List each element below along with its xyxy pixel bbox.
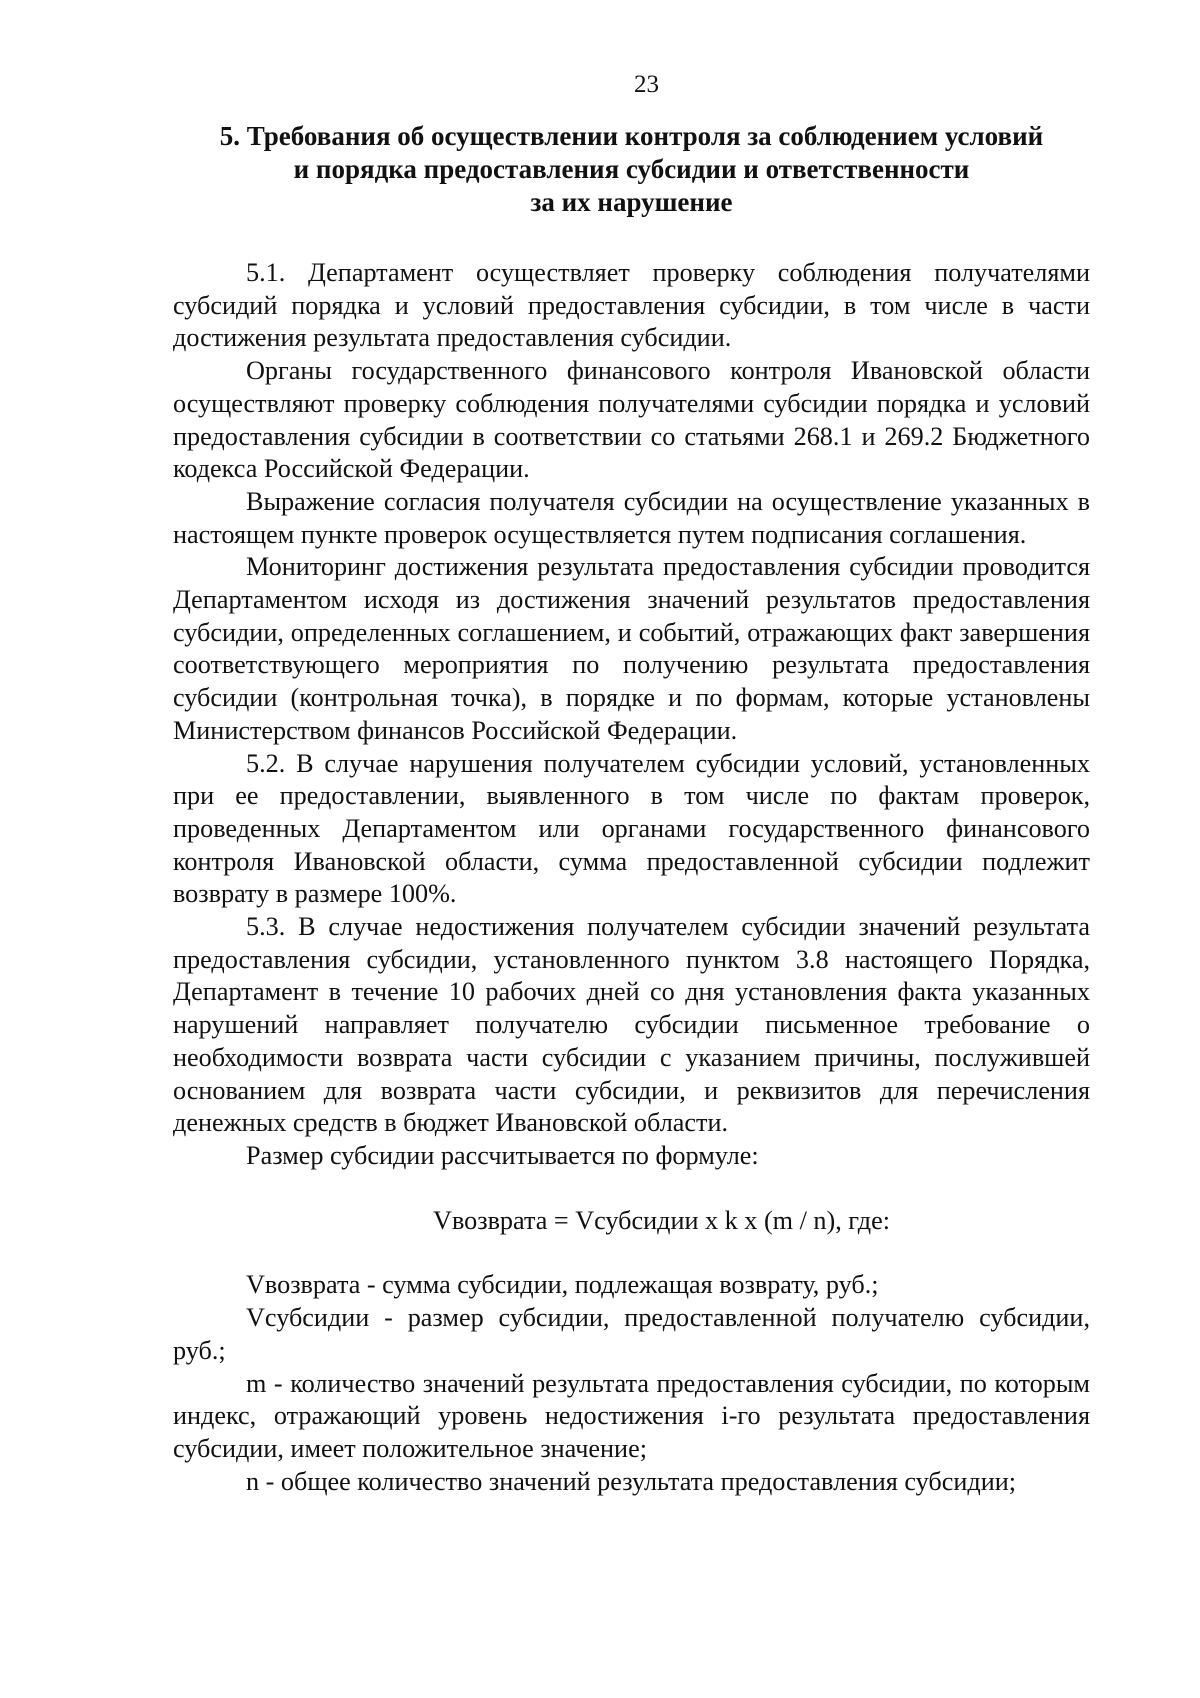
paragraph-control-bodies: Органы государственного финансового контроля Ивановской области осуществляют проверку соблюдения получателями субсидии порядка и условий предоставления субсидии в соответствии со статьями 268.1 и 269.2 Бюджетного кодекса Российской Федерации. [173,356,1090,484]
paragraph-monitoring: Мониторинг достижения результата предоставления субсидии проводится Департаментом исходя из достижения значений результатов предоставления субсидии, определенных соглашением, и событий, отражающих факт завершения соответствующего мероприятия по получению результата предоставления субсидии (контрольная точка), в порядке и по формам, которые установлены Министерством финансов Российской Федерации. [173,552,1090,745]
document-body [173,257,1090,1498]
definition-v-refund: Vвозврата - сумма субсидии, подлежащая возврату, руб.; [246,1270,879,1300]
section-title [173,120,1090,219]
section-title-line-1: 5. Требования об осуществлении контроля за соблюдением условий [219,121,1044,151]
definition-m: m - количество значений результата предоставления субсидии, по которым индекс, отражающий уровень недостижения i-го результата предоставления субсидии, имеет положительное значение; [173,1368,1090,1463]
section-title-line-2: и порядка предоставления субсидии и ответственности [293,154,970,184]
section-title-line-3: за их нарушение [530,187,733,217]
definition-v-subsidy: Vсубсидии - размер субсидии, предоставленной получателю субсидии, руб.; [173,1303,1090,1365]
refund-formula: Vвозврата = Vсубсидии x k x (m / n), где: [433,1205,890,1235]
paragraph-5-3: 5.3. В случае недостижения получателем субсидии значений результата предоставления субсидии, установленного пунктом 3.8 настоящего Порядка, Департамент в течение 10 рабочих дней со дня установления факта указанных нарушений направляет получателю субсидии письменное требование о необходимости возврата части субсидии с указанием причины, послужившей основанием для возврата части субсидии, и реквизитов для перечисления денежных средств в бюджет Ивановской области. [173,912,1090,1138]
paragraph-5-1: 5.1. Департамент осуществляет проверку соблюдения получателями субсидий порядка и условий предоставления субсидии, в том числе в части достижения результата предоставления субсидии. [173,258,1090,353]
definition-n: n - общее количество значений результата предоставления субсидии; [246,1466,1017,1496]
paragraph-5-2: 5.2. В случае нарушения получателем субсидии условий, установленных при ее предоставлении, выявленного в том числе по фактам проверок, проведенных Департаментом или органами государственного финансового контроля Ивановской области, сумма предоставленной субсидии подлежит возврату в размере 100%. [173,748,1090,909]
paragraph-formula-intro: Размер субсидии рассчитывается по формуле: [246,1140,759,1170]
paragraph-consent: Выражение согласия получателя субсидии на осуществление указанных в настоящем пункте проверок осуществляется путем подписания соглашения. [173,486,1090,549]
page-number: 23 [634,71,659,98]
